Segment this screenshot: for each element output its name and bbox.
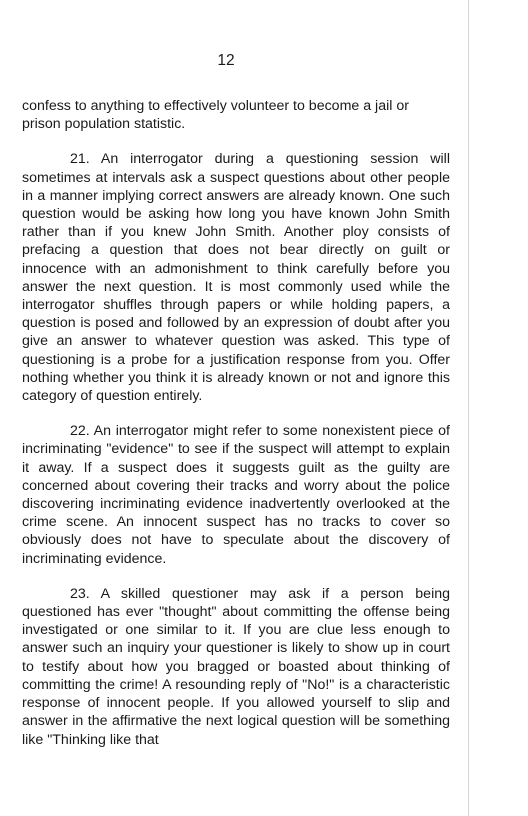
paragraph-21: 21. An interrogator during a questioning session will sometimes at intervals ask a suspect questions about other people in a manner implying correct answers are already known. One such question would be asking how long you have known John Smith rather than if you knew John Smith. Another ploy consists of prefacing a question that does not bear directly on guilt or innocence with an admonishment to think carefully before you answer the next question. It is most commonly used while the interrogator shuffles through papers or while holding papers, a question is posed and followed by an expression of doubt after you give an answer to whatever question was asked. This type of questioning is a probe for a justification response from you. Offer nothing whether you think it is already known or not and ignore this category of question entirely.	[22, 151, 450, 405]
page-edge-divider	[468, 0, 469, 816]
paragraph-22: 22. An interrogator might refer to some nonexistent piece of incriminating "evidence" to see if the suspect will attempt to explain it away. If a suspect does it suggests guilt as the guilty are concerned about covering their tracks and worry about the police discovering incriminating evidence inadvertently overlooked at the crime scene. An innocent suspect has no tracks to cover so obviously does not have to speculate about the discovery of incriminating evidence.	[22, 423, 450, 567]
paragraph-23: 23. A skilled questioner may ask if a person being questioned has ever "thought" about committing the offense being investigated or one similar to it. If you are clue less enough to answer such an inquiry your questioner is likely to show up in court to testify about how you bragged or boasted about thinking of committing the crime! A resounding reply of "No!" is a characteristic response of innocent people. If you allowed yourself to slip and answer in the affirmative the next logical question will be something like "Thinking like that	[22, 585, 450, 748]
paragraph-continued: confess to anything to effectively volunteer to become a jail or prison population statistic.	[22, 98, 409, 133]
page-number: 12	[217, 52, 235, 69]
body-text	[22, 97, 450, 749]
